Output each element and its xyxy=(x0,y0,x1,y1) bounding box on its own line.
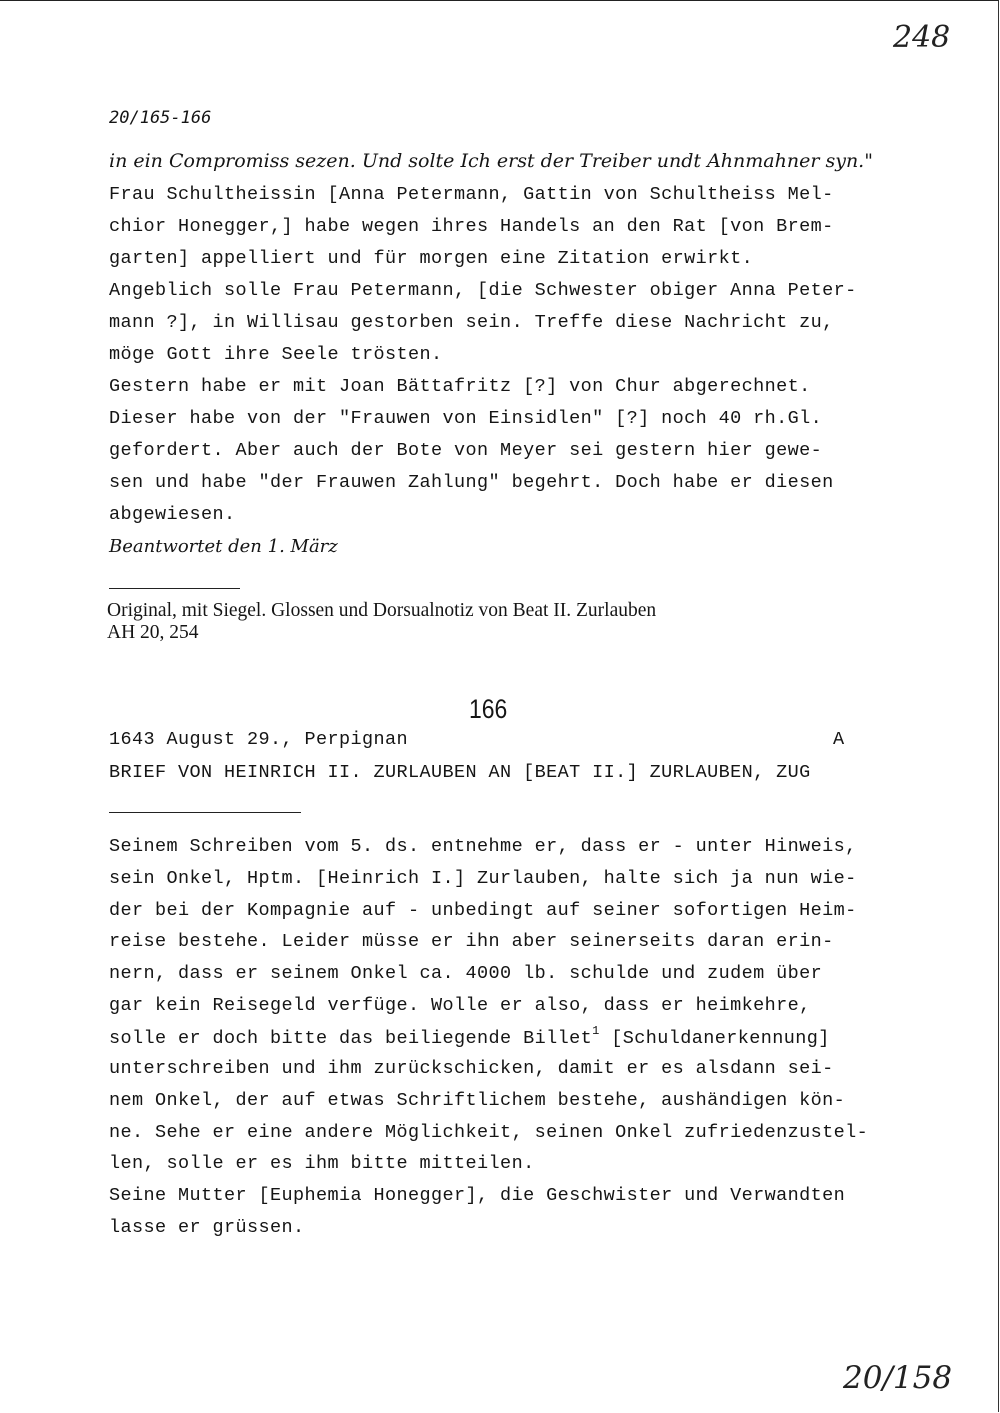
body-line: nem Onkel, der auf etwas Schriftlichem bestehe, aushändigen kön- xyxy=(109,1089,846,1111)
source-note: Original, mit Siegel. Glossen und Dorsualnotiz von Beat II. Zurlauben xyxy=(107,600,657,621)
body-line: gefordert. Aber auch der Bote von Meyer sei gestern hier gewe- xyxy=(109,440,823,461)
answered-note: Beantwortet den 1. März xyxy=(109,536,338,557)
body-line: Dieser habe von der "Frauwen von Einsidlen" [?] noch 40 rh.Gl. xyxy=(109,408,823,429)
body-line: len, solle er es ihm bitte mitteilen. xyxy=(109,1153,535,1175)
body-line: lasse er grüssen. xyxy=(109,1217,305,1238)
body-line: ne. Sehe er eine andere Möglichkeit, seinen Onkel zufriedenzustel- xyxy=(109,1121,869,1143)
body-line: der bei der Kompagnie auf - unbedingt auf seiner sofortigen Heim- xyxy=(109,899,857,921)
body-line: sen und habe "der Frauwen Zahlung" begehrt. Doch habe er diesen xyxy=(109,472,834,493)
document-heading: BRIEF VON HEINRICH II. ZURLAUBEN AN [BEAT II.] ZURLAUBEN, ZUG xyxy=(109,762,811,783)
footnote-line xyxy=(109,1026,830,1049)
document-number: 166 xyxy=(469,694,508,724)
body-line: mann ?], in Willisau gestorben sein. Treffe diese Nachricht zu, xyxy=(109,312,834,333)
body-line: abgewiesen. xyxy=(109,504,236,525)
body-line: unterschreiben und ihm zurückschicken, damit er es alsdann sei- xyxy=(109,1058,834,1079)
page-number-handwritten: 248 xyxy=(893,20,951,55)
body-line: Seine Mutter [Euphemia Honegger], die Geschwister und Verwandten xyxy=(109,1185,846,1207)
body-line: chior Honegger,] habe wegen ihres Handels an den Rat [von Brem- xyxy=(109,216,834,237)
body-line: Angeblich solle Frau Petermann, [die Schwester obiger Anna Peter- xyxy=(109,280,857,301)
footnote-line-text: solle er doch bitte das beiliegende Billet xyxy=(109,1028,593,1050)
body-line: möge Gott ihre Seele trösten. xyxy=(109,344,443,365)
body-line: Frau Schultheissin [Anna Petermann, Gattin von Schultheiss Mel- xyxy=(109,184,834,205)
body-line: nern, dass er seinem Onkel ca. 4000 lb. schulde und zudem über xyxy=(109,963,823,985)
body-line: reise bestehe. Leider müsse er ihn aber seinerseits daran erin- xyxy=(109,931,834,953)
footnote-marker: 1 xyxy=(592,1024,600,1038)
archive-reference: AH 20, 254 xyxy=(107,622,199,643)
archive-number-handwritten: 20/158 xyxy=(843,1360,953,1396)
body-line: Seinem Schreiben vom 5. ds. entnehme er, dass er - unter Hinweis, xyxy=(109,836,857,857)
heading-rule xyxy=(109,812,301,813)
body-line: garten] appelliert und für morgen eine Zitation erwirkt. xyxy=(109,248,754,269)
footnote-line-text-after: [Schuldanerkennung] xyxy=(599,1028,830,1050)
reference-number: 20/165-166 xyxy=(109,108,212,128)
italic-quote: in ein Compromiss sezen. Und solte Ich erst der Treiber undt Ahnmahner syn." xyxy=(109,150,873,172)
body-line: sein Onkel, Hptm. [Heinrich I.] Zurlauben, halte sich ja nun wie- xyxy=(109,867,857,889)
footnote-rule xyxy=(109,588,240,589)
body-line: gar kein Reisegeld verfüge. Wolle er also, dass er heimkehre, xyxy=(109,995,811,1016)
category-letter: A xyxy=(833,729,845,750)
date-place: 1643 August 29., Perpignan xyxy=(109,729,409,750)
body-line: Gestern habe er mit Joan Bättafritz [?] von Chur abgerechnet. xyxy=(109,376,811,397)
